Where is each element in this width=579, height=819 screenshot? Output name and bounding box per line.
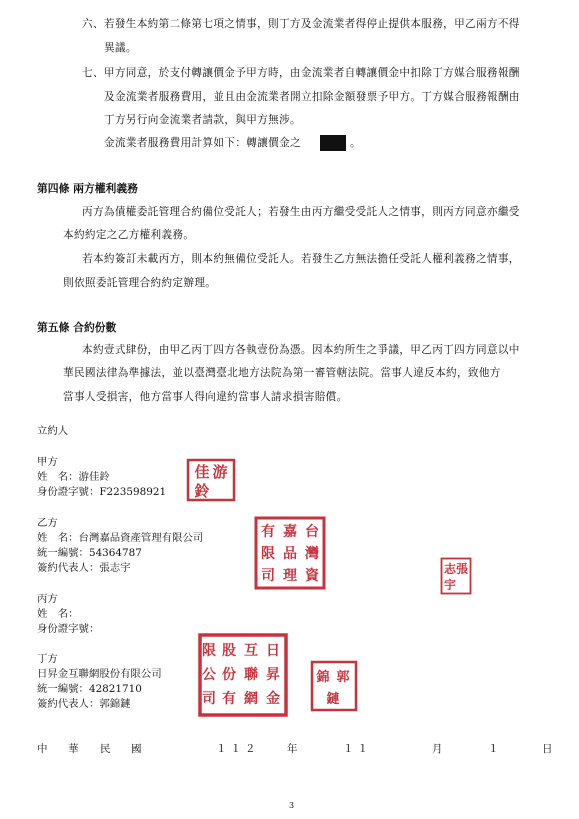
- article-four-p2-line-2: 則依照委託管理合約約定辦理。: [63, 277, 217, 289]
- svg-text:公: 公: [202, 667, 216, 683]
- signatories-title: 立約人: [37, 425, 69, 437]
- party-d-label: 丁方: [37, 653, 58, 665]
- svg-text:郭: 郭: [336, 670, 350, 685]
- svg-text:司: 司: [202, 691, 216, 707]
- date-char-4: 國: [131, 743, 142, 755]
- clause-seven-line-4-end: 。: [350, 137, 361, 149]
- seal-party-a-personal: [186, 458, 236, 502]
- svg-text:日: 日: [266, 643, 280, 659]
- party-a-name: 姓 名：游佳鈴: [37, 471, 110, 483]
- party-b-label: 乙方: [37, 517, 58, 529]
- svg-text:金: 金: [266, 691, 280, 707]
- article-five-line-1: 本約壹式肆份，由甲乙丙丁四方各執壹份為憑。因本約所生之爭議，甲乙丙丁四方同意以中: [82, 344, 520, 356]
- svg-text:昇: 昇: [266, 667, 280, 683]
- party-d-name: 日昇金互聯網股份有限公司: [37, 668, 162, 680]
- party-b-tax-id: 統一編號：54364787: [37, 547, 142, 559]
- date-year-unit: 年: [287, 743, 298, 755]
- svg-text:鈴: 鈴: [194, 482, 210, 500]
- party-a-id: 身份證字號：F223598921: [37, 486, 167, 498]
- date-char-2: 華: [68, 743, 79, 755]
- svg-text:灣: 灣: [305, 546, 319, 562]
- svg-text:嘉: 嘉: [283, 524, 297, 540]
- svg-text:鏈: 鏈: [326, 692, 340, 707]
- seal-party-b-rep: [440, 557, 472, 595]
- date-char-3: 民: [100, 743, 111, 755]
- party-b-name: 姓 名：台灣嘉品資產管理有限公司: [37, 532, 204, 544]
- svg-text:品: 品: [283, 546, 297, 562]
- svg-text:限: 限: [202, 643, 216, 659]
- party-a-label: 甲方: [37, 456, 58, 468]
- page-number: 3: [289, 801, 295, 810]
- svg-text:志: 志: [443, 562, 457, 576]
- svg-text:資: 資: [305, 568, 319, 584]
- clause-six-line-1: 六、若發生本約第二條第七項之情事，則丁方及金流業者得停止提供本服務，甲乙兩方不得: [82, 18, 520, 30]
- svg-text:有: 有: [261, 524, 275, 540]
- seal-party-d-rep: [310, 660, 358, 712]
- clause-six-line-2: 異議。: [104, 42, 137, 54]
- article-five-line-2: 華民國法律為準據法，並以臺灣臺北地方法院為第一審管轄法院。當事人違反本約，致他方: [63, 367, 501, 379]
- article-five-line-3: 當事人受損害，他方當事人得向違約當事人請求損害賠償。: [63, 391, 348, 403]
- party-d-rep: 簽約代表人：郭錦鏈: [37, 698, 131, 710]
- svg-text:有: 有: [222, 691, 236, 707]
- svg-text:限: 限: [261, 546, 275, 562]
- clause-seven-line-2: 及金流業者服務費用，並且由金流業者開立扣除金額發票予甲方。丁方媒合服務報酬由: [104, 91, 520, 103]
- svg-text:錦: 錦: [316, 670, 330, 685]
- date-year: １１２: [216, 743, 260, 755]
- clause-seven-line-3: 丁方另行向金流業者請款，與甲方無涉。: [104, 114, 301, 126]
- date-char-1: 中: [37, 743, 48, 755]
- svg-text:份: 份: [222, 667, 236, 683]
- article-four-p1-line-2: 本約約定之乙方權利義務。: [63, 229, 195, 241]
- party-c-label: 丙方: [37, 593, 58, 605]
- svg-text:聯: 聯: [244, 667, 258, 683]
- article-four-heading: 第四條 兩方權利義務: [37, 182, 138, 195]
- article-four-p1-line-1: 丙方為債權委託管理合約備位受託人；若發生由丙方繼受受託人之情事，則丙方同意亦繼受: [82, 206, 520, 218]
- date-day-unit: 日: [542, 743, 553, 755]
- party-b-rep: 簽約代表人：張志宇: [37, 562, 131, 574]
- date-month-unit: 月: [432, 743, 443, 755]
- svg-text:股: 股: [222, 643, 236, 659]
- svg-text:台: 台: [305, 524, 319, 540]
- svg-text:司: 司: [261, 568, 275, 584]
- seal-party-b-company: [254, 516, 326, 590]
- party-c-id: 身份證字號：: [37, 623, 100, 635]
- svg-text:宇: 宇: [443, 578, 457, 592]
- date-month: １１: [343, 743, 372, 755]
- svg-text:網: 網: [244, 691, 258, 707]
- article-four-p2-line-1: 若本約簽訂未載丙方，則本約無備位受託人。若發生乙方無法擔任受託人權利義務之情事，: [82, 253, 520, 265]
- party-c-name: 姓 名：: [37, 608, 79, 620]
- clause-seven-line-4: 金流業者服務費用計算如下：轉讓價金之: [104, 137, 301, 149]
- svg-text:游: 游: [212, 463, 228, 481]
- svg-text:張: 張: [455, 562, 469, 576]
- party-d-tax-id: 統一編號：42821710: [37, 683, 142, 695]
- article-five-heading: 第五條 合約份數: [37, 321, 117, 334]
- redacted-percentage: [320, 135, 346, 151]
- svg-text:互: 互: [244, 643, 258, 659]
- svg-text:理: 理: [283, 568, 297, 584]
- svg-text:佳: 佳: [194, 463, 210, 481]
- clause-seven-line-1: 七、甲方同意，於支付轉讓價金予甲方時，由金流業者自轉讓價金中扣除丁方媒合服務報酬: [82, 67, 520, 79]
- date-day: １: [488, 743, 499, 755]
- seal-party-d-company: [198, 633, 288, 717]
